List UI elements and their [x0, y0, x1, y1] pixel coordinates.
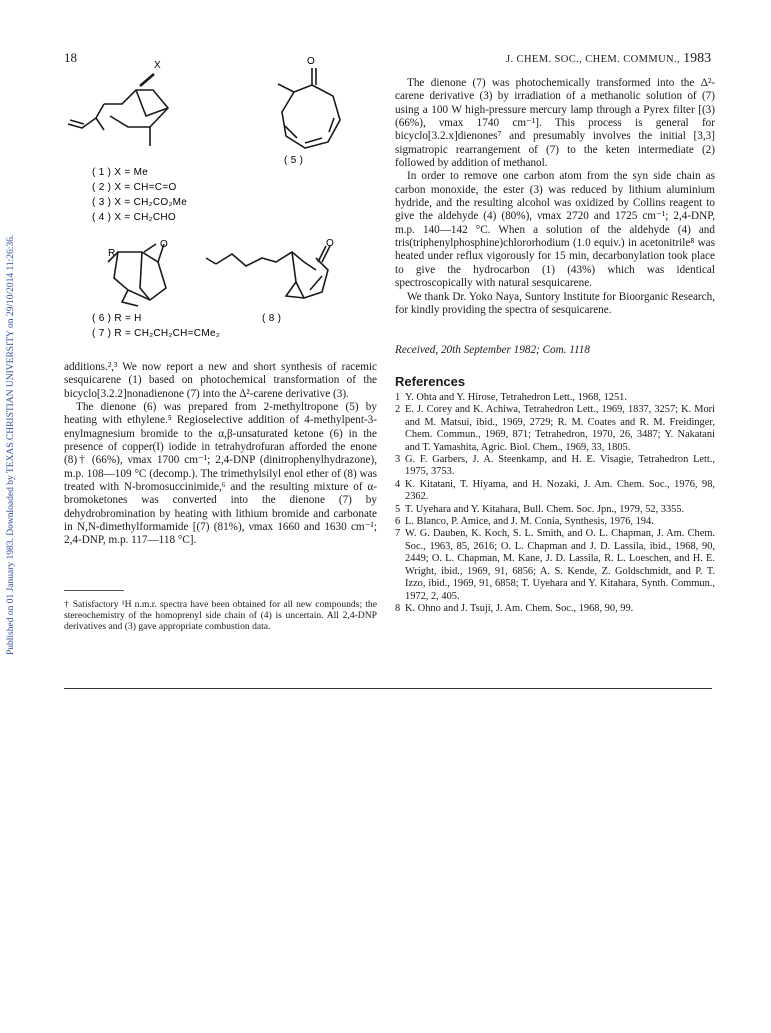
reference-item: 8 K. Ohno and J. Tsuji, J. Am. Chem. Soc., 1968, 90, 99. [395, 602, 634, 614]
enone-structure [206, 246, 330, 298]
tropone-structure [278, 68, 340, 148]
carene-structure [68, 74, 168, 146]
page-bottom-rule [64, 688, 712, 689]
reference-item: 6 L. Blanco, P. Amice, and J. M. Conia, Synthesis, 1976, 194. [395, 516, 654, 528]
ketone-oxygen-label: O [160, 239, 169, 250]
compound-5-label: ( 5 ) [284, 155, 304, 166]
footnote-divider [64, 590, 124, 591]
compound-6-label: ( 6 ) R = H [92, 313, 142, 324]
compound-8-label: ( 8 ) [262, 313, 282, 324]
compound-7-label: ( 7 ) R = CH₂CH₂CH=CMe₂ [92, 328, 221, 339]
r-substituent-label: R [108, 248, 116, 259]
compound-1-label: ( 1 ) X = Me [92, 167, 149, 178]
references-heading: References [395, 374, 466, 389]
paragraph: In order to remove one carbon atom from the syn side chain as carbon monoxide, the ester (3) was reduced by lithium aluminium hydride, and the resulting alcohol was oxidized by Collins reagent to give the aldehyde (4) (80%), νmax 2720 and 1725 cm⁻¹; 2,4-DNP, m.p. 140—142 °C. When a solution of the aldehyde (4) and tris(triphenylphosphine)chlororhodium (1.0 equiv.) in acetonitrile⁸ was heated under reflux vigorously for 15 min, decarbonylation took place to give the hydrocarbon (1) (43%) which was identical spectroscopically with natural sesquicarene. [395, 170, 715, 290]
bicyclic-ketone-structure [108, 244, 166, 306]
page-number: 18 [64, 50, 77, 65]
left-column-text [64, 361, 377, 548]
enone-oxygen-label: O [326, 238, 335, 249]
reference-item: 5 T. Uyehara and Y. Kitahara, Bull. Chem. Soc. Jpn., 1979, 52, 3355. [395, 503, 685, 515]
paragraph: We thank Dr. Yoko Naya, Suntory Institute for Bioorganic Research, for kindly providing the spectra of sesquicarene. [395, 290, 715, 316]
compound-2-label: ( 2 ) X = CH=C=O [92, 182, 177, 193]
paragraph: The dienone (6) was prepared from 2-methyltropone (5) by heating with ethylene.⁵ Regioselective addition of 4-methylpent-3-enylmagnesium bromide to the α,β-unsaturated ketone (6) in the presence of copper(I) iodide in tetrahydrofuran afforded the enone (8)† (66%), νmax 1700 cm⁻¹; 2,4-DNP (dinitrophenylhydrazone), m.p. 108—109 °C (decomp.). The trimethylsilyl enol ether of (8) was treated with N-bromosuccinimide,⁶ and the resulting mixture of α-bromoketones was converted into the dienone (7) by dehydrobromination by heating with lithium bromide and carbonate in N,N-dimethylformamide [(7) (81%), νmax 1660 and 1630 cm⁻¹; 2,4-DNP, m.p. 117—118 °C]. [64, 401, 377, 547]
right-column-text [395, 77, 715, 317]
reference-item: 2 E. J. Corey and K. Achiwa, Tetrahedron Lett., 1969, 1837, 3257; K. Mori and M. Matsui, ibid., 1969, 2729; R. M. Coates and R. M. Freidinger, Chem. Commun., 1969, 871; Tetrahedron, 1970, 26, 3487; Y. Nakatani and T. Yamashita, Agric. Biol. Chem., 1969, 33, 1805. [395, 404, 715, 453]
paragraph: additions.²,³ We now report a new and short synthesis of racemic sesquicarene (1) based on photochemical transformation of the bicyclo[3.2.2]nonadienone (7) into the Δ²-carene derivative (3). [64, 361, 377, 400]
watermark-text: Published on 01 January 1983. Downloaded by TEXAS CHRISTIAN UNIVERSITY on 29/10/2014 11:26:36. [6, 234, 16, 655]
journal-name: J. CHEM. SOC., CHEM. COMMUN., [506, 54, 681, 65]
received-date: Received, 20th September 1982; Com. 1118 [395, 344, 590, 356]
journal-year: 1983 [683, 51, 712, 66]
compound-4-label: ( 4 ) X = CH₂CHO [92, 212, 176, 223]
paragraph: The dienone (7) was photochemically transformed into the Δ²-carene derivative (3) by irradiation of a methanolic solution of (7) using a 100 W high-pressure mercury lamp through a Pyrex filter [(3) (66%), νmax 1740 cm⁻¹]. This process is general for bicyclo[3.2.x]dienones⁷ and presumably involves the initial [3,3] sigmatropic rearrangement of (7) to the keten intermediate (2) followed by addition of methanol. [395, 77, 715, 170]
reference-item: 1 Y. Ohta and Y. Hirose, Tetrahedron Lett., 1968, 1251. [395, 392, 627, 403]
compound-3-label: ( 3 ) X = CH₂CO₂Me [92, 197, 188, 208]
reference-item: 4 K. Kitatani, T. Hiyama, and H. Nozaki, J. Am. Chem. Soc., 1976, 98, 2362. [395, 478, 715, 503]
reference-item: 3 G. F. Garbers, J. A. Steenkamp, and H. E. Visagie, Tetrahedron Lett., 1975, 3753. [395, 454, 715, 478]
tropone-oxygen-label: O [307, 56, 316, 67]
reference-item: 7 W. G. Dauben, K. Koch, S. L. Smith, and O. L. Chapman, J. Am. Chem. Soc., 1963, 85, 2616; O. L. Chapman and J. D. Lassila, ibid., 1968, 90, 2449; O. L. Chapman, M. Kane, J. D. Lassila, R. L. Loeschen, and H. E. Wright, ibid., 1969, 91, 6856; A. S. Kende, Z. Goldschmidt, and P. T. Izzo, ibid., 1969, 91, 6858; T. Uyehara and Y. Kitahara, Synth. Commun., 1972, 2, 405. [395, 528, 715, 602]
x-substituent-label: X [154, 60, 161, 71]
references-list [395, 392, 715, 615]
footnote: † Satisfactory ¹H n.m.r. spectra have been obtained for all new compounds; the stereochemistry of the homoprenyl side chain of (4) is uncertain. All 2,4-DNP derivatives and (3) gave appropriate combustion data. [64, 599, 377, 632]
